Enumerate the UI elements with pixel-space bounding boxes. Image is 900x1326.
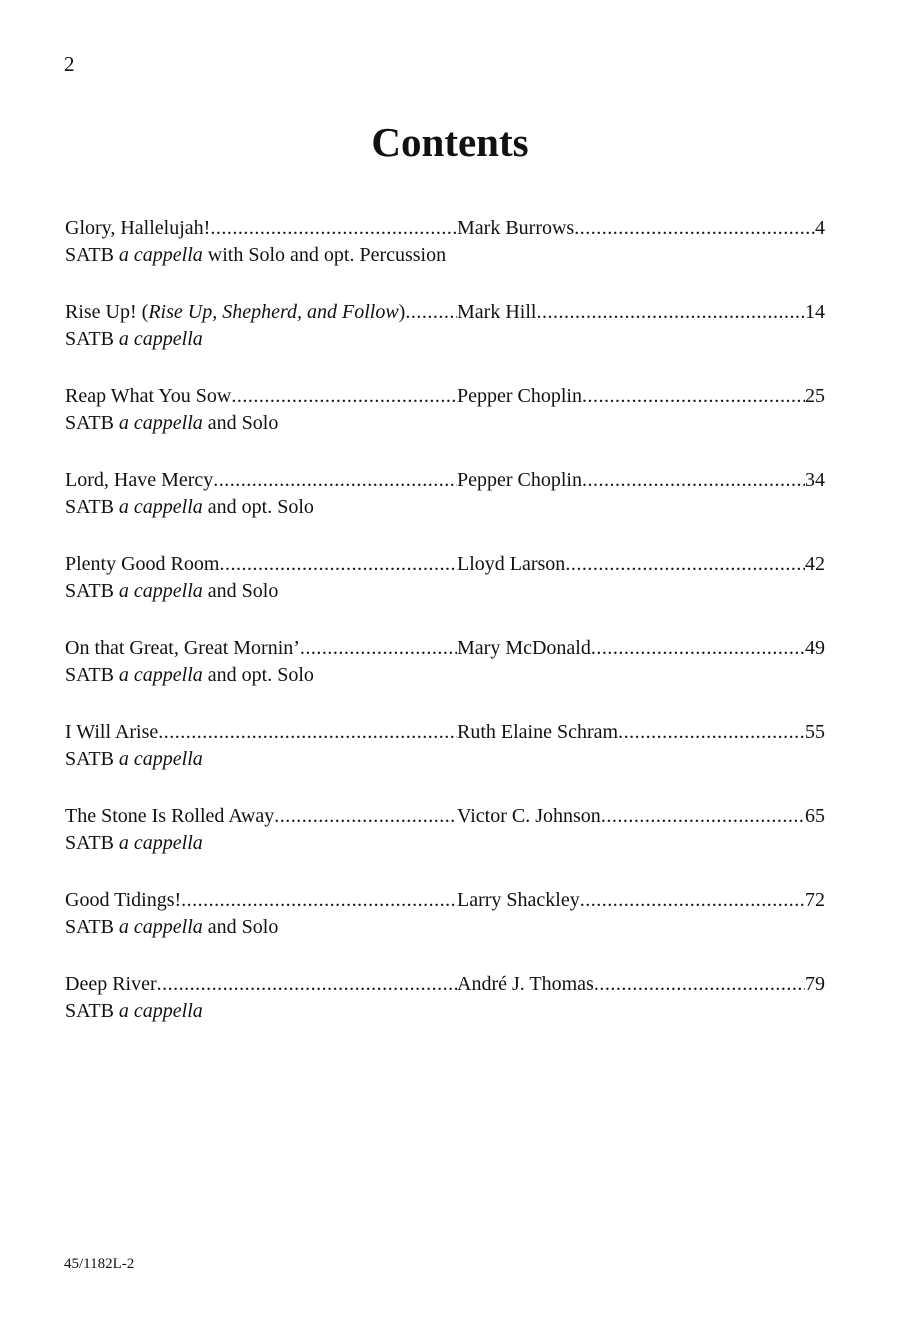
song-title: Plenty Good Room (65, 553, 220, 575)
voicing: SATB a cappella (65, 748, 203, 770)
page-ref: 14 (805, 301, 825, 323)
voicing: SATB a cappella (65, 832, 203, 854)
voicing: SATB a cappella (65, 328, 203, 350)
dot-leader (536, 298, 805, 326)
toc-entry (65, 718, 825, 802)
dot-leader (210, 214, 457, 242)
composer: Mark Burrows (457, 217, 575, 239)
catalog-number: 45/1182L-2 (64, 1256, 135, 1272)
dot-leader (213, 466, 457, 494)
composer: Larry Shackley (457, 889, 580, 911)
dot-leader (231, 382, 457, 410)
song-title: Reap What You Sow (65, 385, 232, 407)
dot-leader (580, 886, 805, 914)
composer: Ruth Elaine Schram (457, 721, 619, 743)
dot-leader (594, 970, 805, 998)
page-ref: 79 (805, 973, 825, 995)
dot-leader (274, 802, 457, 830)
dot-leader (574, 214, 815, 242)
song-title: The Stone Is Rolled Away (65, 805, 275, 827)
song-title: Deep River (65, 973, 157, 995)
composer: Pepper Choplin (457, 385, 582, 407)
song-title: I Will Arise (65, 721, 159, 743)
dot-leader (582, 466, 805, 494)
dot-leader (591, 634, 805, 662)
page-ref: 55 (805, 721, 825, 743)
dot-leader (405, 298, 457, 326)
page-ref: 42 (805, 553, 825, 575)
dot-leader (300, 634, 457, 662)
dot-leader (158, 718, 457, 746)
song-title: Glory, Hallelujah! (65, 217, 211, 239)
voicing: SATB a cappella and opt. Solo (65, 664, 314, 686)
dot-leader (618, 718, 805, 746)
page-number: 2 (64, 52, 75, 76)
page-ref: 34 (805, 469, 825, 491)
toc-entry (65, 634, 825, 718)
dot-leader (157, 970, 457, 998)
composer: Victor C. Johnson (457, 805, 601, 827)
voicing: SATB a cappella (65, 1000, 203, 1022)
page-ref: 25 (805, 385, 825, 407)
toc-entry (65, 298, 825, 382)
composer: André J. Thomas (457, 973, 594, 995)
song-title: Good Tidings! (65, 889, 182, 911)
toc-entry (65, 970, 825, 1054)
page-ref: 65 (805, 805, 825, 827)
page-ref: 49 (805, 637, 825, 659)
composer: Pepper Choplin (457, 469, 582, 491)
toc-entry (65, 802, 825, 886)
dot-leader (181, 886, 457, 914)
table-of-contents (65, 214, 825, 1054)
song-title: On that Great, Great Mornin’ (65, 637, 300, 659)
song-title: Rise Up! (Rise Up, Shepherd, and Follow) (65, 301, 406, 323)
voicing: SATB a cappella and Solo (65, 412, 279, 434)
song-title: Lord, Have Mercy (65, 469, 214, 491)
composer: Mary McDonald (457, 637, 591, 659)
toc-entry (65, 886, 825, 970)
dot-leader (582, 382, 805, 410)
page-ref: 72 (805, 889, 825, 911)
dot-leader (565, 550, 805, 578)
dot-leader (219, 550, 457, 578)
toc-entry (65, 382, 825, 466)
toc-entry (65, 466, 825, 550)
voicing: SATB a cappella and Solo (65, 916, 279, 938)
voicing: SATB a cappella with Solo and opt. Percussion (65, 244, 447, 266)
composer: Lloyd Larson (457, 553, 566, 575)
dot-leader (601, 802, 805, 830)
composer: Mark Hill (457, 301, 537, 323)
toc-entry (65, 550, 825, 634)
toc-entry (65, 214, 825, 298)
page-title: Contents (371, 119, 529, 165)
voicing: SATB a cappella and Solo (65, 580, 279, 602)
voicing: SATB a cappella and opt. Solo (65, 496, 314, 518)
page-ref: 4 (815, 217, 825, 239)
